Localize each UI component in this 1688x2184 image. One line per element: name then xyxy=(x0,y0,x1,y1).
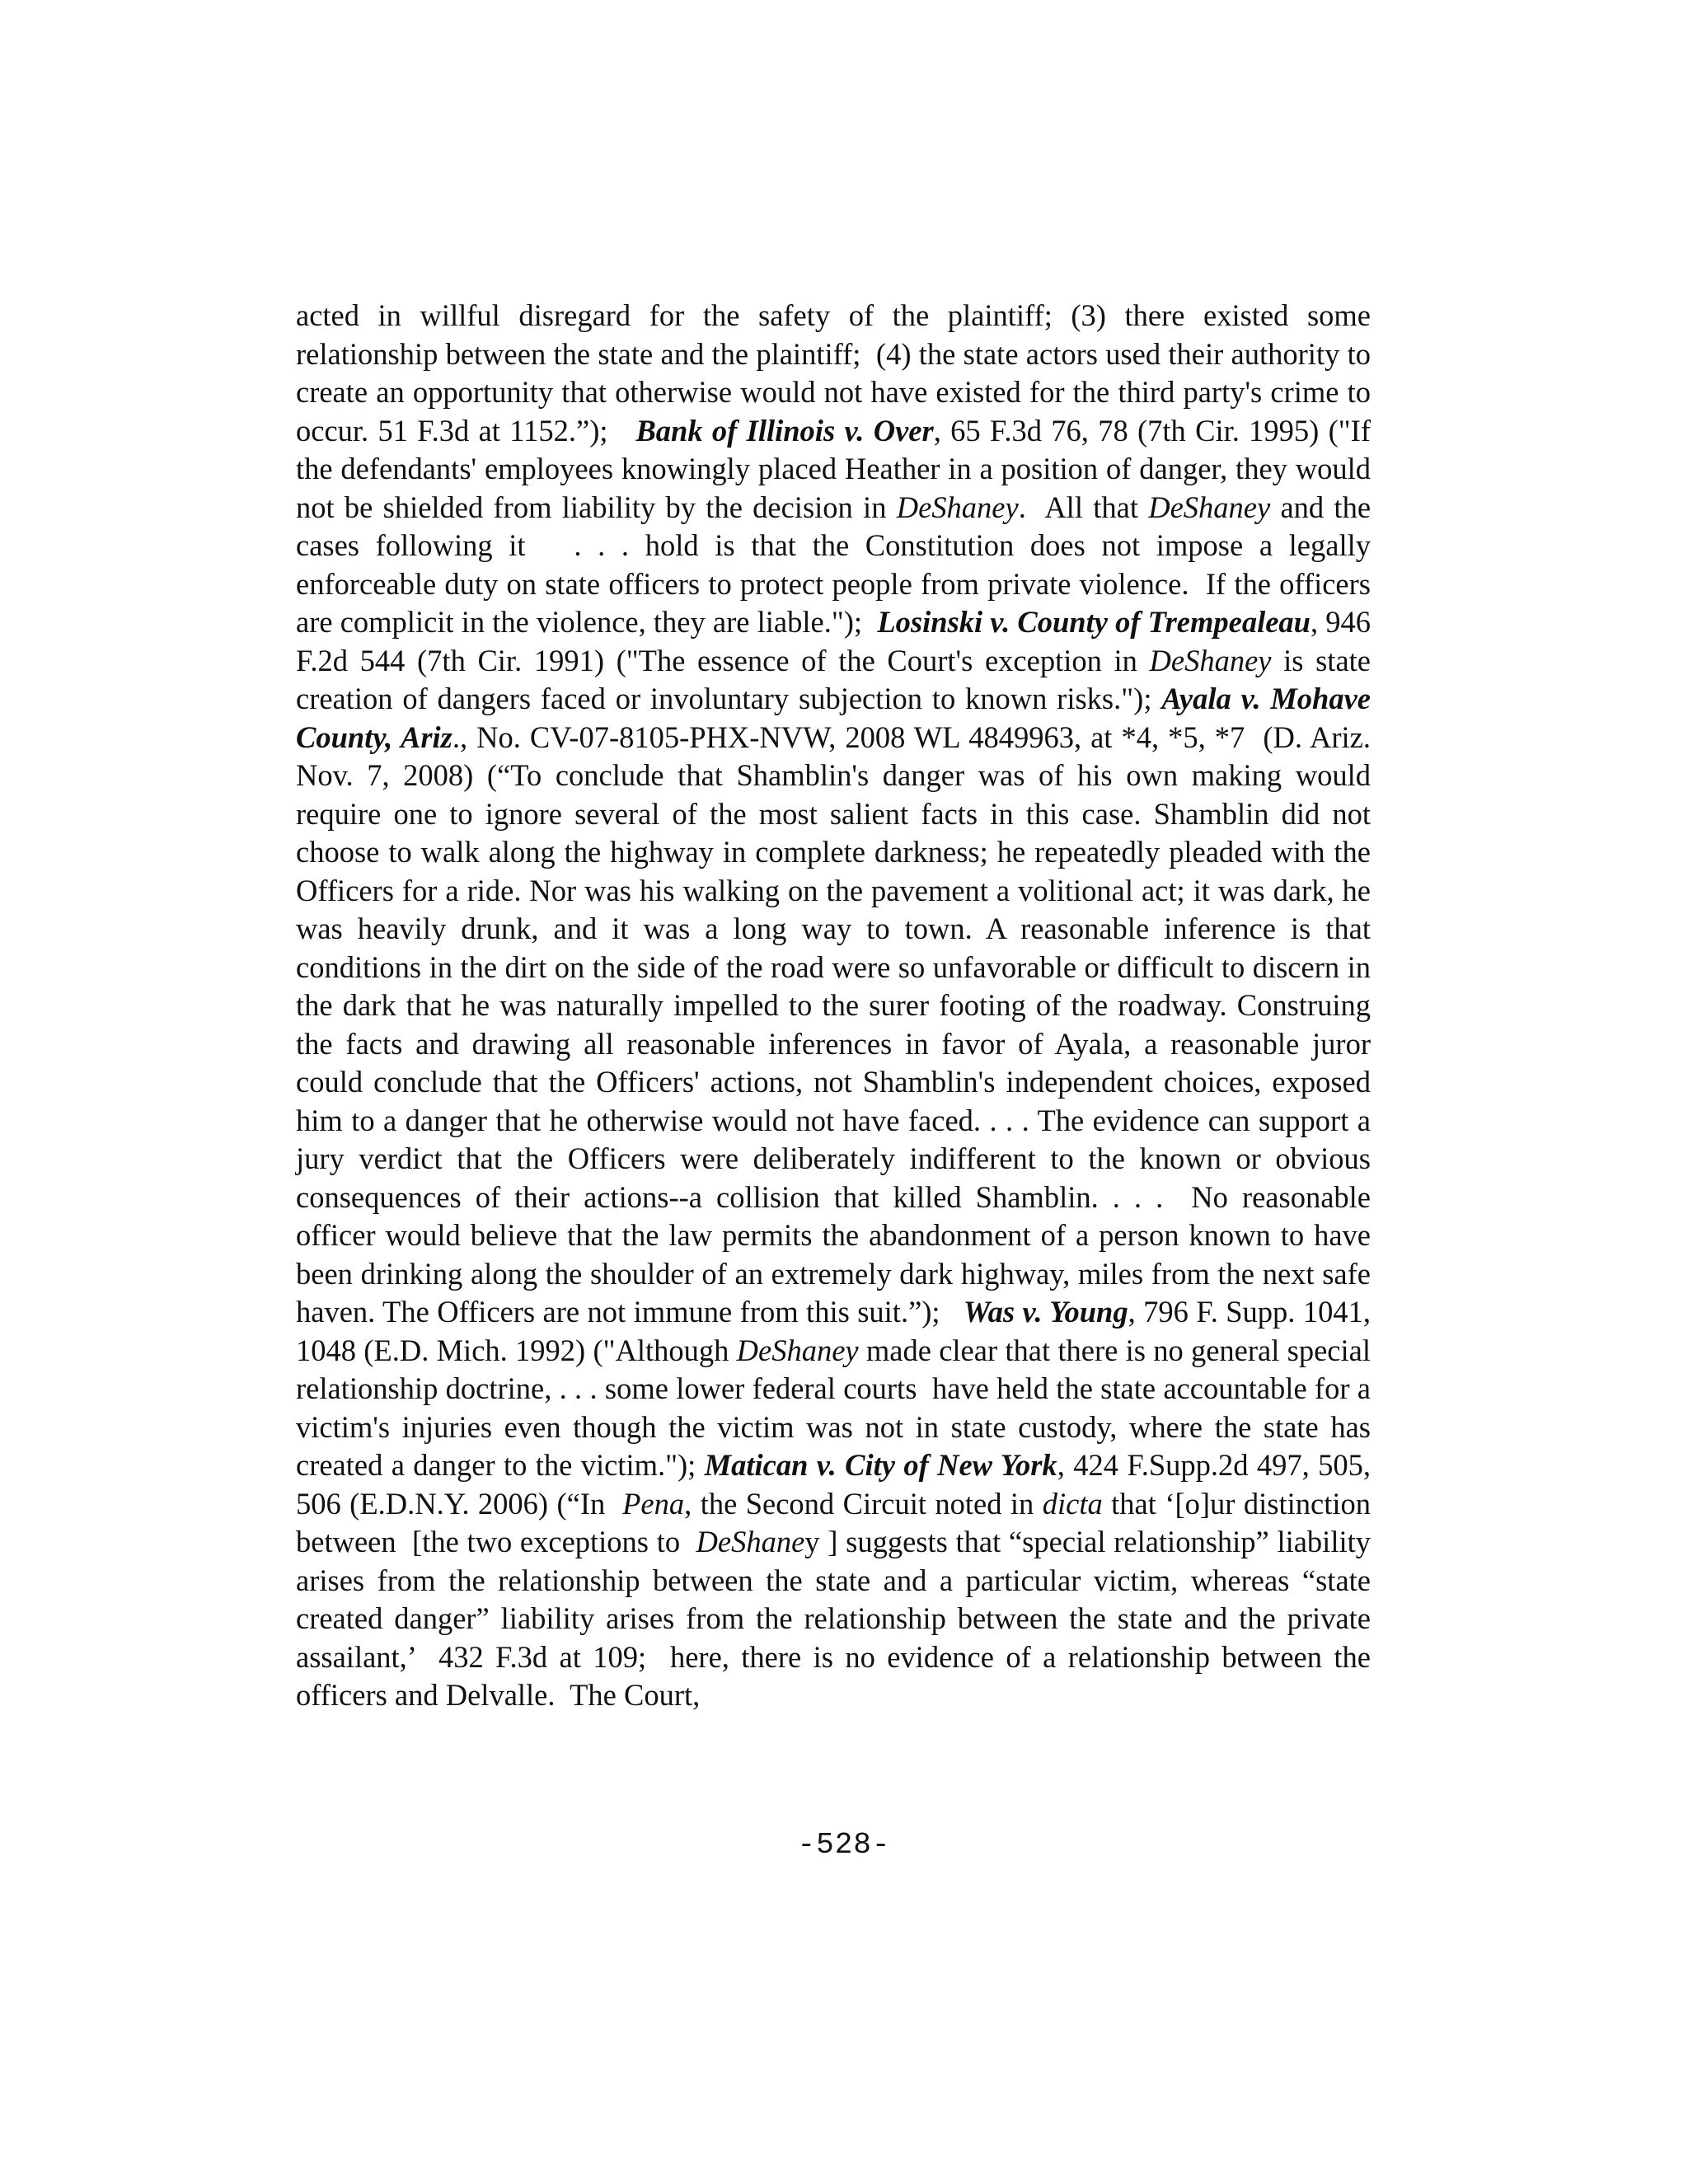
body-text-run: and the cases following it . . . hold is that the Constitution does not impose a legally enforceable duty on state officers to protect people from private violence. If the officers are complicit in the violence, they are liable."); xyxy=(296,490,1379,639)
body-text-run: . All that xyxy=(1018,490,1149,524)
italic-text: DeShane xyxy=(696,1525,805,1558)
italic-text: DeShaney xyxy=(736,1333,859,1367)
case-citation-name: Matican v. City of New York xyxy=(704,1448,1057,1482)
body-text-run: that ‘[o]ur distinction between [the two exceptions to xyxy=(296,1486,1379,1558)
italic-text: DeShaney xyxy=(896,490,1019,524)
case-citation-name: Bank of Illinois v. Over xyxy=(635,413,934,448)
body-text-run: , 796 F. Supp. 1041, 1048 (E.D. Mich. 1992) ("Although xyxy=(296,1295,1379,1367)
italic-text: dicta xyxy=(1042,1486,1103,1521)
body-paragraph xyxy=(296,297,1379,1715)
body-text-run: , 424 F.Supp.2d 497, 505, 506 (E.D.N.Y. 2006) (“In xyxy=(296,1448,1379,1521)
italic-text: DeShaney xyxy=(1148,490,1271,524)
body-text-run: , 65 F.3d 76, 78 (7th Cir. 1995) ("If the defendants' employees knowingly placed Heather in a position of danger, they would not be shielded from liability by the decision in xyxy=(296,413,1379,524)
italic-text: DeShaney xyxy=(1149,643,1272,677)
case-citation-name: Losinski v. County of Trempealeau xyxy=(877,605,1311,639)
body-text-run: y ] suggests that “special relationship” liability arises from the relationship between the state and a particular victim, whereas “state created danger” liability arises from the relationship between the state and the private assailant,’ 432 F.3d at 109; here, there is no evidence of a relationship between the officers and Delvalle. The Court, xyxy=(296,1525,1379,1712)
body-text-run: made clear that there is no general special relationship doctrine, . . . some lower federal courts have held the state accountable for a victim's injuries even though the victim was not in state custody, where the state has created a danger to the victim."); xyxy=(296,1333,1379,1482)
body-text-run: is state creation of dangers faced or involuntary subjection to known risks."); xyxy=(296,643,1379,715)
italic-text: Pena xyxy=(622,1486,685,1521)
page-number: -528- xyxy=(797,1828,891,1862)
case-citation-name: Ayala v. Mohave County, Ariz xyxy=(296,682,1379,754)
body-text-run: , 946 F.2d 544 (7th Cir. 1991) ("The essence of the Court's exception in xyxy=(296,605,1379,677)
case-citation-name: Was v. Young xyxy=(963,1295,1128,1329)
body-text-run: acted in willful disregard for the safety of the plaintiff; (3) there existed some relationship between the state and the plaintiff; (4) the state actors used their authority to create an opportunity that otherwise would not have existed for the third party's crime to occur. 51 F.3d at 1152.”); xyxy=(296,298,1379,448)
body-text-run: ., No. CV-07-8105-PHX-NVW, 2008 WL 4849963, at *4, *5, *7 (D. Ariz. Nov. 7, 2008) (“To conclude that Shamblin's danger was of his own making would require one to ignore several of the most salient facts in this case. Shamblin did not choose to walk along the highway in complete darkness; he repeatedly pleaded with the Officers for a ride. Nor was his walking on the pavement a volitional act; it was dark, he was heavily drunk, and it was a long way to town. A reasonable inference is that conditions in the dirt on the side of the road were so unfavorable or difficult to discern in the dark that he was naturally impelled to the surer footing of the roadway. Construing the facts and drawing all reasonable inferences in favor of Ayala, a reasonable juror could conclude that the Officers' actions, not Shamblin's independent choices, exposed him to a danger that he otherwise would not have faced. . . . The evidence can support a jury verdict that the Officers were deliberately indifferent to the known or obvious consequences of their actions--a collision that killed Shamblin. . . . No reasonable officer would believe that the law permits the abandonment of a person known to have been drinking along the shoulder of an extremely dark highway, miles from the next safe haven. The Officers are not immune from this suit.”); xyxy=(296,719,1379,1329)
body-text-run: , the Second Circuit noted in xyxy=(684,1486,1043,1521)
